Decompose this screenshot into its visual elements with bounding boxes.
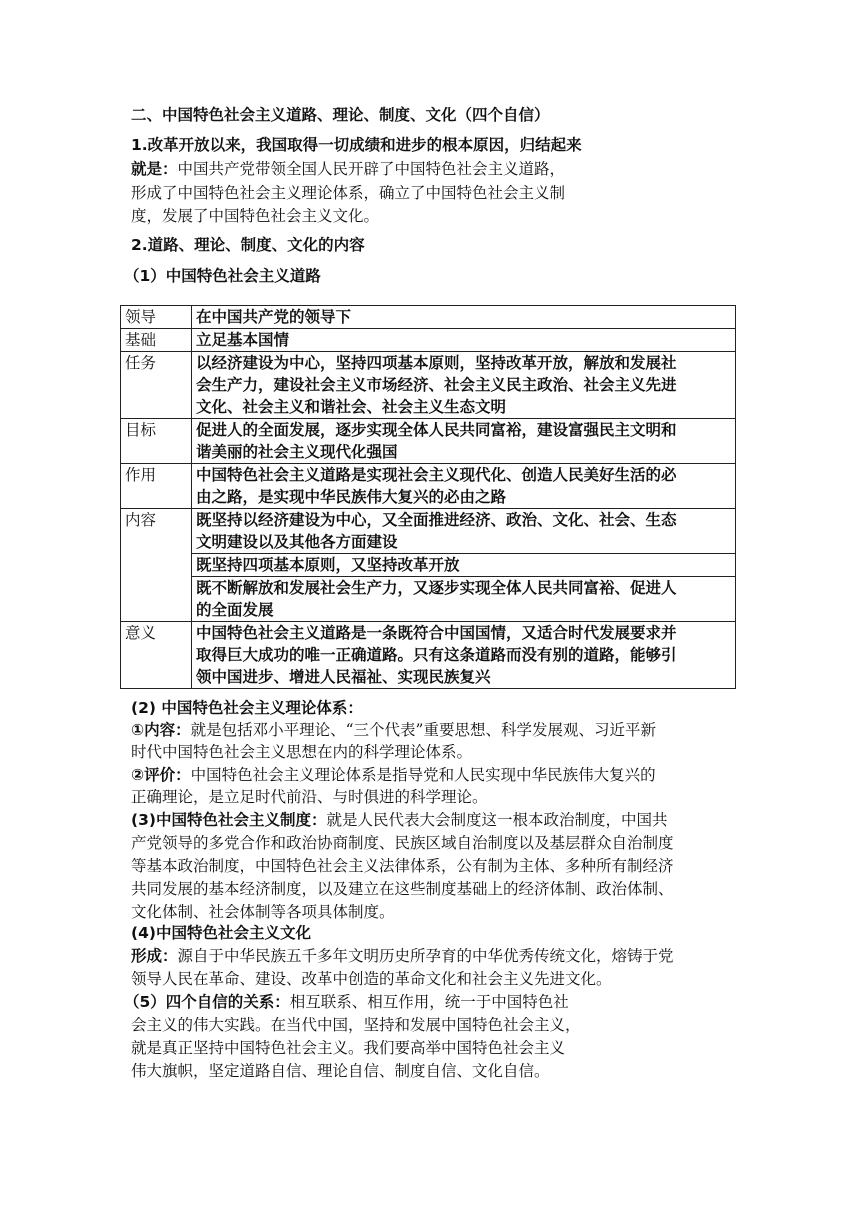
table-row (121, 419, 736, 464)
q1-text-3: 度，发展了中国特色社会主义文化。 (131, 207, 380, 225)
row-value: 既坚持以经济建设为中心，又全面推进经济、政治、文化、社会、生态 文明建设以及其他各方面建设 (192, 509, 736, 554)
row-key: 意义 (121, 622, 192, 689)
row-key: 内容 (121, 509, 192, 622)
q1-lead: 1.改革开放以来，我国取得一切成绩和进步的根本原因，归结起来 (131, 136, 582, 154)
row-key: 任务 (121, 352, 192, 419)
s2-title: (2) 中国特色社会主义理论体系： (131, 699, 363, 717)
s3-line-2: 产党领导的多党合作和政治协商制度、民族区域自治制度以及基层群众自治制度 (131, 834, 674, 852)
row-value: 以经济建设为中心，坚持四项基本原则，坚持改革开放，解放和发展社 会生产力，建设社会主义市场经济、社会主义民主政治、社会主义先进 文化、社会主义和谐社会、社会主义生态文明 (192, 352, 736, 419)
s4-title: (4)中国特色社会主义文化 (131, 924, 311, 942)
row-value: 中国特色社会主义道路是实现社会主义现代化、创造人民美好生活的必 由之路，是实现中华民族伟大复兴的必由之路 (192, 464, 736, 509)
table-row (121, 329, 736, 352)
q1-text-1: 中国共产党带领全国人民开辟了中国特色社会主义道路， (177, 160, 566, 178)
row-value: 立足基本国情 (192, 329, 736, 352)
q1-line-1 (131, 158, 565, 180)
q2-sub1: （1）中国特色社会主义道路 (124, 267, 321, 285)
s4-line-1: 形成：源自于中华民族五千多年文明历史所孕育的中华优秀传统文化，熔铸于党 (131, 947, 674, 965)
s5-line-2: 会主义的伟大实践。在当代中国，坚持和发展中国特色社会主义， (131, 1016, 581, 1034)
s2-c1-line-2: 时代中国特色社会主义思想在内的科学理论体系。 (131, 743, 473, 761)
s4-line-2: 领导人民在革命、建设、改革中创造的革命文化和社会主义先进文化。 (131, 970, 612, 988)
s3-line-3: 等基本政治制度，中国特色社会主义法律体系，公有制为主体、多种所有制经济 (131, 857, 674, 875)
row-key: 目标 (121, 419, 192, 464)
s2-c2-line-2: 正确理论，是立足时代前沿、与时俱进的科学理论。 (131, 788, 488, 806)
row-key: 基础 (121, 329, 192, 352)
s3-line-5: 文化体制、社会体制等各项具体制度。 (131, 903, 395, 921)
table-row (121, 577, 736, 622)
s3-line-1: (3)中国特色社会主义制度：就是人民代表大会制度这一根本政治制度，中国共 (131, 811, 668, 829)
row-value: 促进人的全面发展，逐步实现全体人民共同富裕，建设富强民主文明和 谐美丽的社会主义现代化强国 (192, 419, 736, 464)
section-heading: 二、中国特色社会主义道路、理论、制度、文化（四个自信） (131, 106, 550, 124)
row-key: 作用 (121, 464, 192, 509)
row-key: 领导 (121, 306, 192, 329)
road-table (120, 305, 736, 689)
table-row (121, 554, 736, 577)
s3-line-4: 共同发展的基本经济制度，以及建立在这些制度基础上的经济体制、政治体制、 (131, 880, 674, 898)
s2-c2-line-1: ②评价：中国特色社会主义理论体系是指导党和人民实现中华民族伟大复兴的 (131, 766, 656, 784)
table-row (121, 464, 736, 509)
row-value: 既坚持四项基本原则，又坚持改革开放 (192, 554, 736, 577)
s5-line-1: （5）四个自信的关系：相互联系、相互作用，统一于中国特色社 (124, 993, 569, 1011)
s5-line-4: 伟大旗帜，坚定道路自信、理论自信、制度自信、文化自信。 (131, 1062, 550, 1080)
table-row (121, 509, 736, 554)
table-row (121, 306, 736, 329)
row-value: 在中国共产党的领导下 (192, 306, 736, 329)
s5-line-3: 就是真正坚持中国特色社会主义。我们要高举中国特色社会主义 (131, 1039, 566, 1057)
table-row (121, 352, 736, 419)
row-value: 中国特色社会主义道路是一条既符合中国国情，又适合时代发展要求并 取得巨大成功的唯一正确道路。只有这条道路而没有别的道路，能够引 领中国进步、增进人民福祉、实现民族复兴 (192, 622, 736, 689)
q2-title: 2.道路、理论、制度、文化的内容 (131, 236, 365, 254)
s2-c1-line-1: ①内容：就是包括邓小平理论、“三个代表”重要思想、科学发展观、习近平新 (131, 721, 656, 739)
q1-lead-2: 就是： (131, 160, 178, 178)
table-row (121, 622, 736, 689)
q1-text-2: 形成了中国特色社会主义理论体系，确立了中国特色社会主义制 (131, 184, 566, 202)
row-value: 既不断解放和发展社会生产力，又逐步实现全体人民共同富裕、促进人 的全面发展 (192, 577, 736, 622)
